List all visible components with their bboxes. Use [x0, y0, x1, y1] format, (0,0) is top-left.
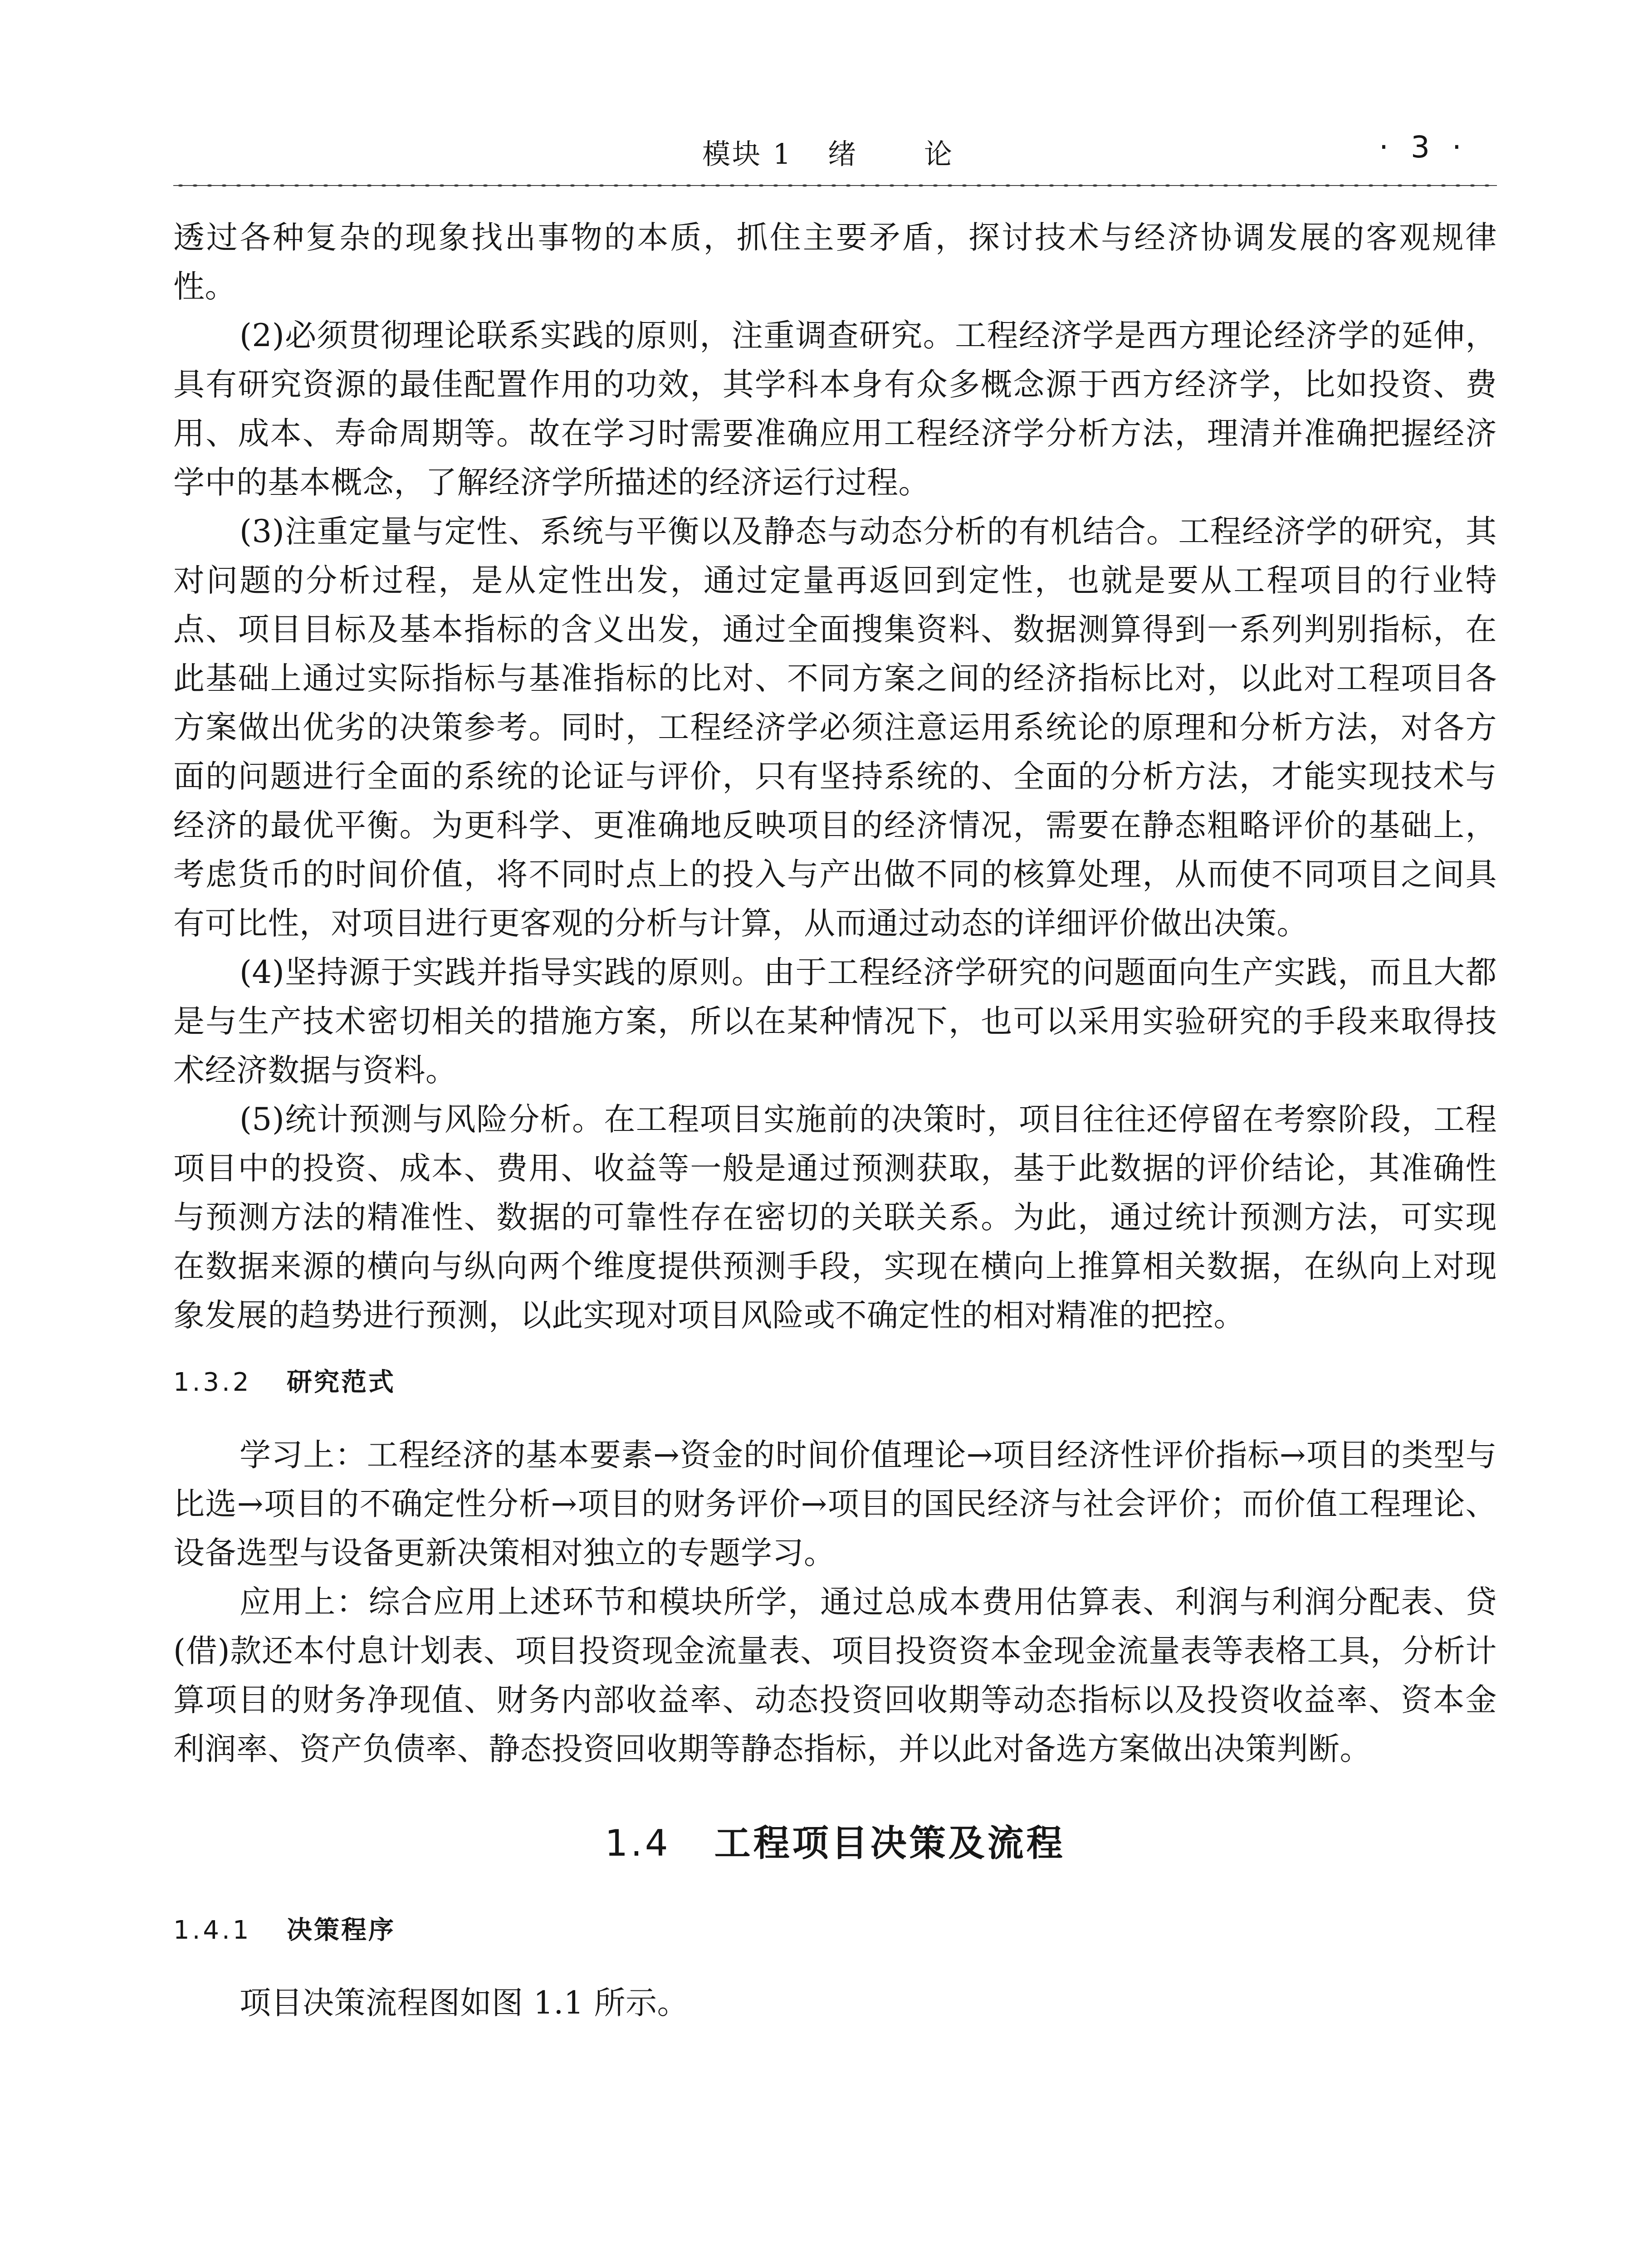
paragraph: (3)注重定量与定性、系统与平衡以及静态与动态分析的有机结合。工程经济学的研究，其对问题的分析过程，是从定性出发，通过定量再返回到定性，也就是要从工程项目的行业特点、项目目标及基本指标的含义出发，通过全面搜集资料、数据测算得到一系列判别指标，在此基础上通过实际指标与基准指标的比对、不同方案之间的经济指标比对，以此对工程项目各方案做出优劣的决策参考。同时，工程经济学必须注意运用系统论的原理和分析方法，对各方面的问题进行全面的系统的论证与评价，只有坚持系统的、全面的分析方法，才能实现技术与经济的最优平衡。为更科学、更准确地反映项目的经济情况，需要在静态粗略评价的基础上，考虑货币的时间价值，将不同时点上的投入与产出做不同的核算处理，从而使不同项目之间具有可比性，对项目进行更客观的分析与计算，从而通过动态的详细评价做出决策。: [173, 513, 1497, 942]
decorative-header-rule: [173, 180, 1497, 191]
section-heading-1-4: [173, 1822, 1497, 1865]
section-title: 工程项目决策及流程: [714, 1822, 1066, 1864]
section-number: 1.4: [605, 1822, 671, 1864]
subsection-title: 研究范式: [287, 1368, 396, 1397]
running-head: [0, 132, 1643, 181]
running-head-chapter: 绪论: [828, 137, 1021, 171]
running-head-module: 模块 1: [702, 137, 793, 171]
subsection-number: 1.3.2: [173, 1368, 252, 1397]
subsection-heading-1-4-1: [173, 1912, 1497, 1949]
paragraph: (5)统计预测与风险分析。在工程项目实施前的决策时，项目往往还停留在考察阶段，工程项目中的投资、成本、费用、收益等一般是通过预测获取，基于此数据的评价结论，其准确性与预测方法的精准性、数据的可靠性存在密切的关联关系。为此，通过统计预测方法，可实现在数据来源的横向与纵向两个维度提供预测手段，实现在横向上推算相关数据，在纵向上对现象发展的趋势进行预测，以此实现对项目风险或不确定性的相对精准的把控。: [173, 1101, 1497, 1334]
subsection-number: 1.4.1: [173, 1916, 252, 1945]
paragraph: (2)必须贯彻理论联系实践的原则，注重调查研究。工程经济学是西方理论经济学的延伸，具有研究资源的最佳配置作用的功效，其学科本身有众多概念源于西方经济学，比如投资、费用、成本、寿命周期等。故在学习时需要准确应用工程经济学分析方法，理清并准确把握经济学中的基本概念，了解经济学所描述的经济运行过程。: [173, 318, 1497, 501]
paragraph: 应用上：综合应用上述环节和模块所学，通过总成本费用估算表、利润与利润分配表、贷(借)款还本付息计划表、项目投资现金流量表、项目投资资本金现金流量表等表格工具，分析计算项目的财务净现值、财务内部收益率、动态投资回收期等动态指标以及投资收益率、资本金利润率、资产负债率、静态投资回收期等静态指标，并以此对备选方案做出决策判断。: [173, 1584, 1497, 1767]
subsection-title: 决策程序: [287, 1916, 396, 1945]
paragraph: 项目决策流程图如图 1.1 所示。: [240, 1985, 689, 2021]
body-text: [173, 213, 1497, 2028]
paragraph: 透过各种复杂的现象找出事物的本质，抓住主要矛盾，探讨技术与经济协调发展的客观规律性。: [173, 220, 1497, 305]
paragraph: (4)坚持源于实践并指导实践的原则。由于工程经济学研究的问题面向生产实践，而且大都是与生产技术密切相关的措施方案，所以在某种情况下，也可以采用实验研究的手段来取得技术经济数据与资料。: [173, 954, 1497, 1089]
paragraph: 学习上：工程经济的基本要素→资金的时间价值理论→项目经济性评价指标→项目的类型与比选→项目的不确定性分析→项目的财务评价→项目的国民经济与社会评价；而价值工程理论、设备选型与设备更新决策相对独立的专题学习。: [173, 1437, 1497, 1571]
page-number: · 3 ·: [1379, 130, 1468, 165]
subsection-heading-1-3-2: [173, 1364, 1497, 1401]
